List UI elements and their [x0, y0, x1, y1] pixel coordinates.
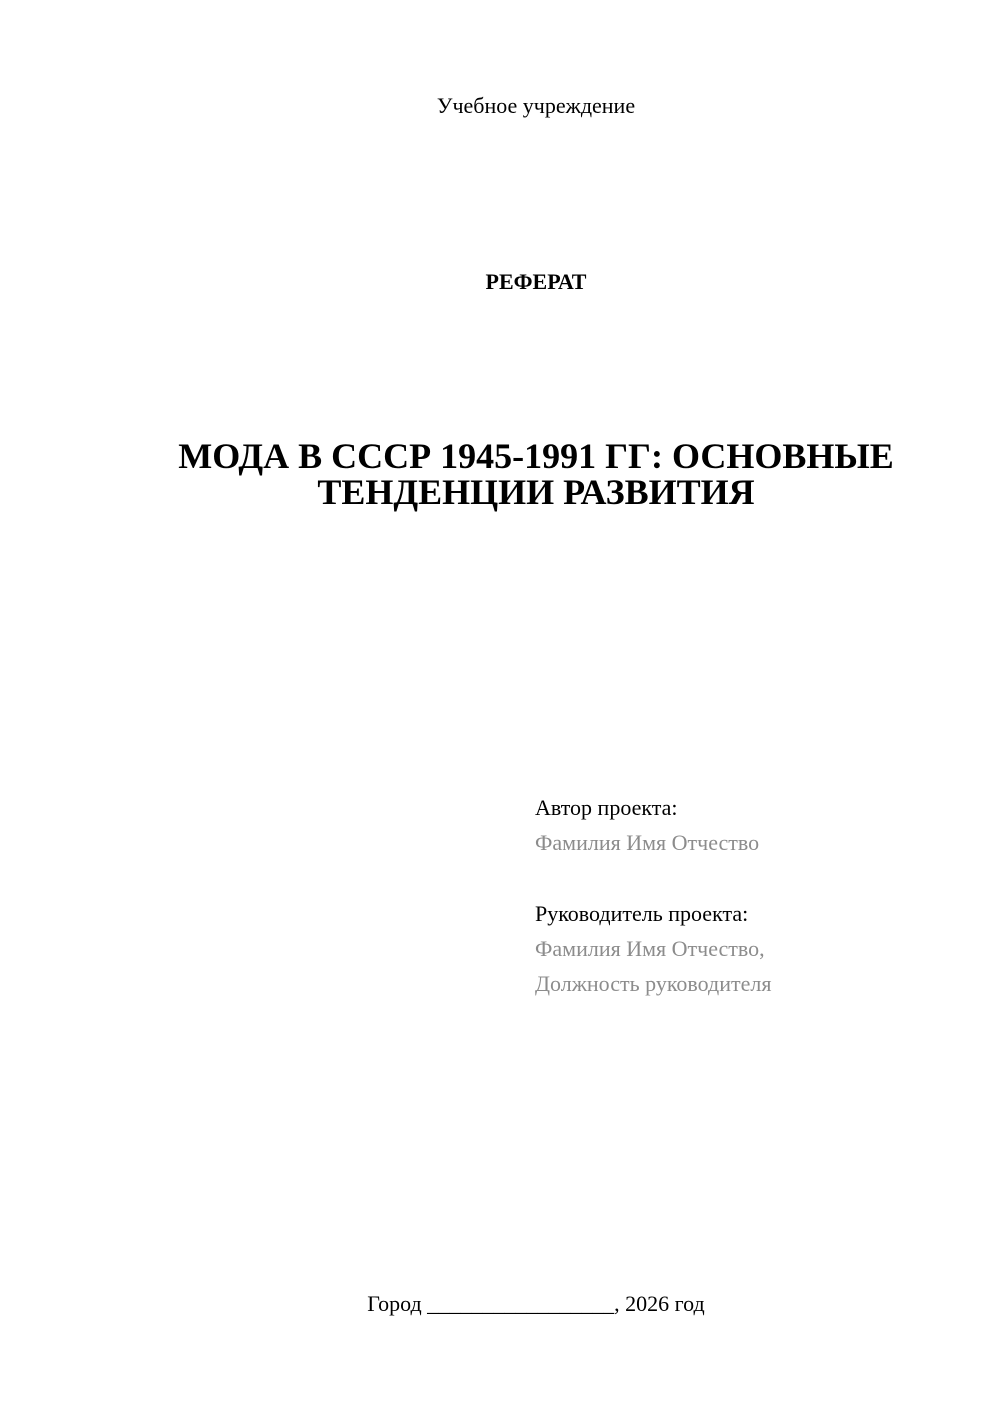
author-name: Фамилия Имя Отчество: [535, 830, 760, 855]
credits-spacer: [535, 860, 975, 896]
city-year-line: Город _________________, 2026 год: [367, 1291, 705, 1316]
supervisor-position: Должность руководителя: [535, 971, 772, 996]
supervisor-label: Руководитель проекта:: [535, 901, 749, 926]
author-label: Автор проекта:: [535, 795, 678, 820]
document-type: РЕФЕРАТ: [485, 269, 587, 294]
document-title: МОДА В СССР 1945-1991 ГГ: ОСНОВНЫЕ ТЕНДЕНЦИИ РАЗВИТИЯ: [178, 436, 894, 512]
supervisor-name: Фамилия Имя Отчество,: [535, 936, 765, 961]
institution-name: Учебное учреждение: [436, 93, 636, 118]
credits-block: [535, 790, 975, 1001]
